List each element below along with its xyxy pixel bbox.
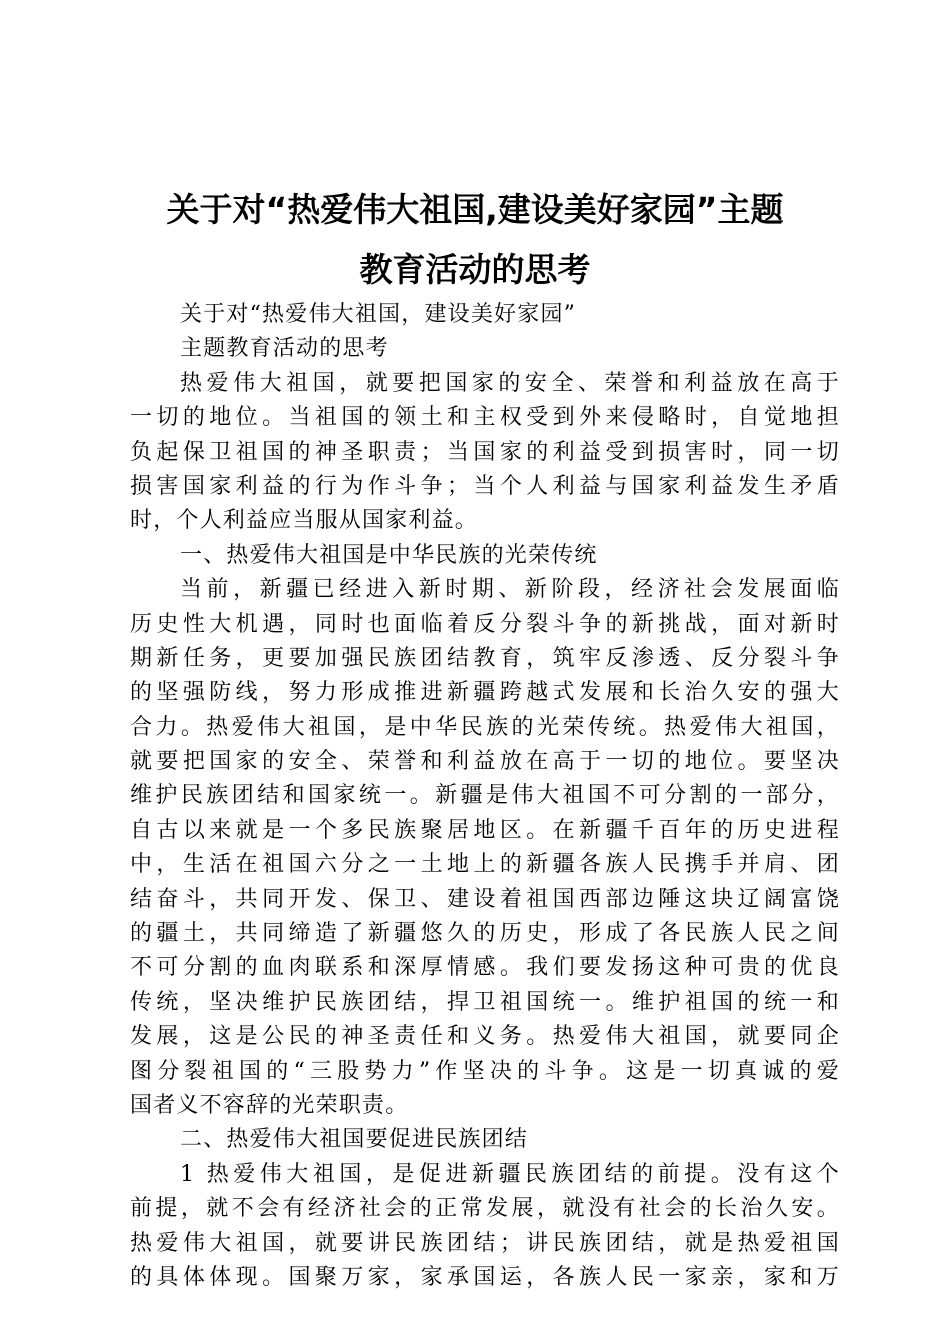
body-line: 主题教育活动的思考: [180, 336, 389, 362]
body-line: 损害国家利益的行为作斗争；当个人利益与国家利益发生矛盾: [130, 473, 840, 499]
document-title-line-1: 关于对“热爱伟大祖国,建设美好家园”主题: [166, 190, 784, 229]
body-line: 1 热爱伟大祖国，是促进新疆民族团结的前提。没有这个: [180, 1161, 840, 1187]
body-line: 关于对“热爱伟大祖国，建设美好家园”: [180, 302, 577, 327]
body-line: 时，个人利益应当服从国家利益。: [130, 508, 479, 534]
body-line: 期新任务，更要加强民族团结教育，筑牢反渗透、反分裂斗争: [130, 645, 840, 671]
body-line: 国者义不容辞的光荣职责。: [130, 1092, 409, 1118]
body-line: 图分裂祖国的“三股势力”作坚决的斗争。这是一切真诚的爱: [130, 1058, 840, 1084]
body-line: 当前，新疆已经进入新时期、新阶段，经济社会发展面临: [180, 577, 840, 603]
body-line: 负起保卫祖国的神圣职责；当国家的利益受到损害时，同一切: [130, 439, 840, 465]
document-body: [130, 298, 840, 1295]
body-line: 的坚强防线，努力形成推进新疆跨越式发展和长治久安的强大: [130, 680, 840, 706]
section-heading: 一、热爱伟大祖国是中华民族的光荣传统: [180, 542, 598, 568]
body-line: 合力。热爱伟大祖国，是中华民族的光荣传统。热爱伟大祖国，: [130, 714, 840, 740]
body-line: 不可分割的血肉联系和深厚情感。我们要发扬这种可贵的优良: [130, 955, 840, 981]
body-line: 热爱伟大祖国，就要把国家的安全、荣誉和利益放在高于: [180, 370, 840, 396]
body-line: 发展，这是公民的神圣责任和义务。热爱伟大祖国，就要同企: [130, 1024, 840, 1050]
body-line: 就要把国家的安全、荣誉和利益放在高于一切的地位。要坚决: [130, 749, 840, 775]
section-heading: 二、热爱伟大祖国要促进民族团结: [180, 1127, 529, 1153]
body-line: 一切的地位。当祖国的领土和主权受到外来侵略时，自觉地担: [130, 405, 840, 431]
body-line: 传统，坚决维护民族团结，捍卫祖国统一。维护祖国的统一和: [130, 989, 840, 1015]
body-line: 结奋斗，共同开发、保卫、建设着祖国西部边陲这块辽阔富饶: [130, 886, 840, 912]
document-title-line-2: 教育活动的思考: [359, 250, 591, 289]
body-line: 的具体体现。国聚万家，家承国运，各族人民一家亲，家和万: [130, 1264, 840, 1290]
body-line: 热爱伟大祖国，就要讲民族团结；讲民族团结，就是热爱祖国: [130, 1230, 840, 1256]
body-line: 中，生活在祖国六分之一土地上的新疆各族人民携手并肩、团: [130, 852, 840, 878]
body-line: 自古以来就是一个多民族聚居地区。在新疆千百年的历史进程: [130, 817, 840, 843]
body-line: 历史性大机遇，同时也面临着反分裂斗争的新挑战，面对新时: [130, 611, 840, 637]
body-line: 维护民族团结和国家统一。新疆是伟大祖国不可分割的一部分，: [130, 783, 840, 809]
body-line: 的疆土，共同缔造了新疆悠久的历史，形成了各民族人民之间: [130, 921, 840, 947]
body-line: 前提，就不会有经济社会的正常发展，就没有社会的长治久安。: [130, 1196, 840, 1222]
